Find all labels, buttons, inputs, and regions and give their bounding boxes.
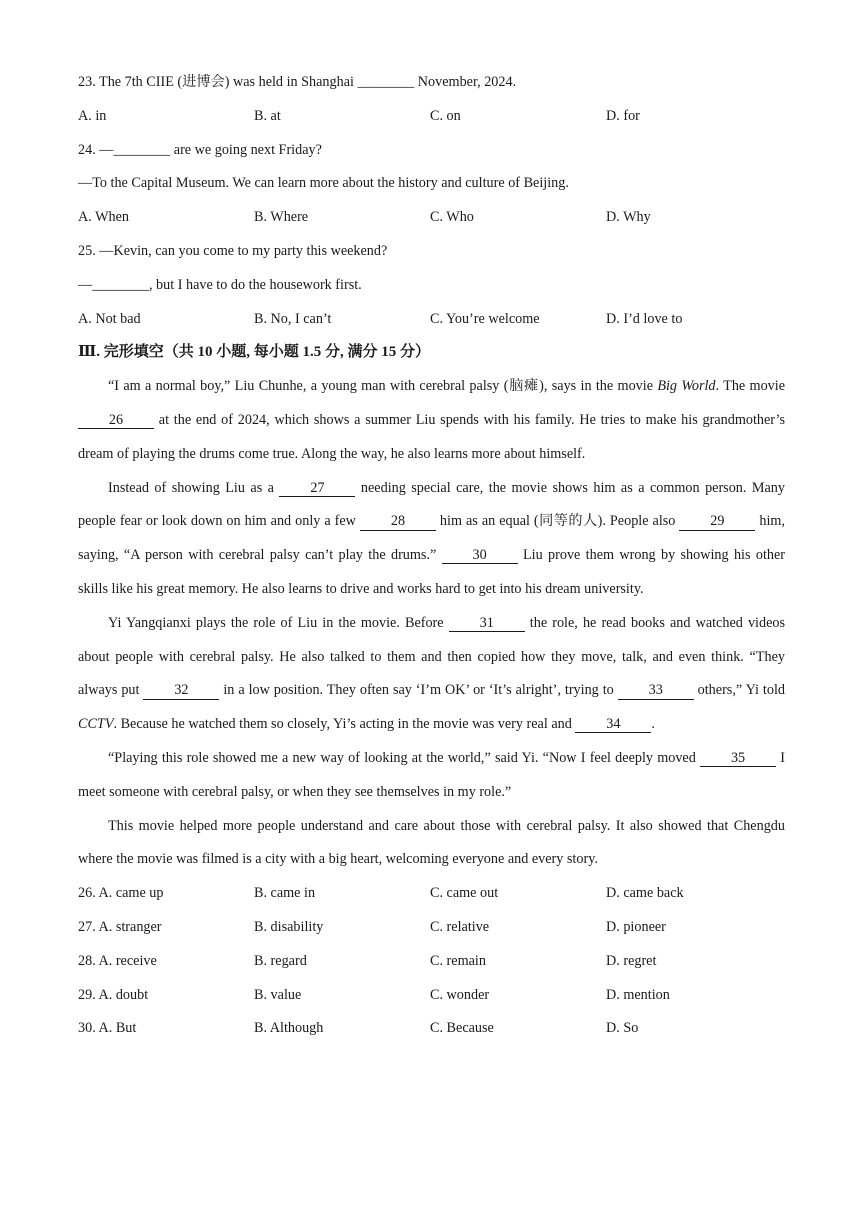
option-b: B. Where	[254, 209, 309, 226]
exam-page	[78, 66, 785, 1046]
text: Instead of showing Liu as a	[108, 479, 280, 496]
movie-title: Big World	[657, 378, 716, 395]
blank-number: 35	[730, 749, 746, 766]
text: Liu prove them wrong by showing his other skills like his great memory. He also learns to drive and works hard to get into his dream university.	[78, 547, 786, 597]
question-24-reply: —To the Capital Museum. We can learn more about the history and culture of Beijing.	[78, 175, 569, 192]
blank-number: 27	[310, 479, 325, 496]
text: in a low position. They often say ‘I’m OK’ or ‘It’s alright’, trying to	[219, 682, 618, 699]
blank-35	[700, 750, 776, 767]
option-c: C. remain	[430, 952, 486, 969]
option-b: B. Although	[254, 1020, 324, 1037]
blank-number: 32	[174, 682, 189, 699]
option-b: B. disability	[254, 918, 324, 935]
question-25-stem: 25. —Kevin, can you come to my party this weekend?	[78, 242, 388, 259]
text: I meet someone with cerebral palsy, or when they see themselves in my role.”	[78, 749, 785, 800]
text: him, saying, “A person with cerebral palsy can’t play the drums.”	[78, 513, 786, 564]
blank-26	[78, 412, 154, 429]
blank-33	[618, 682, 694, 699]
option-d: D. regret	[606, 952, 657, 969]
blank-number: 33	[648, 682, 663, 699]
option-b: B. regard	[254, 952, 307, 969]
option-d: D. Why	[606, 209, 651, 226]
text: . The movie	[715, 378, 785, 395]
option-a: 26. A. came up	[78, 885, 164, 902]
blank-number: 29	[710, 513, 725, 530]
text: “I am a normal boy,” Liu Chunhe, a young man with cerebral palsy (脑瘫), says in the movie	[108, 378, 658, 395]
blank-30	[442, 547, 518, 564]
option-d: D. for	[606, 107, 640, 124]
option-a: 27. A. stranger	[78, 918, 162, 935]
text: at the end of 2024, which shows a summer Liu spends with his family. He tries to make his grandmother’s dream of playing the drums come true. Along the way, he also learns more about himself.	[78, 411, 785, 462]
cloze-options-29	[78, 979, 785, 1013]
option-d: D. So	[606, 1020, 639, 1037]
blank-number: 34	[606, 716, 621, 733]
passage-paragraph-2	[78, 472, 785, 607]
option-d: D. I’d love to	[606, 310, 683, 327]
text: This movie helped more people understand and care about those with cerebral palsy. It also showed that Chengdu where the movie was filmed is a city with a big heart, welcoming everyone and every story.	[78, 817, 785, 868]
blank-34	[575, 716, 651, 733]
blank-28	[360, 513, 436, 530]
blank-32	[143, 682, 219, 699]
blank-number: 26	[108, 411, 124, 428]
blank-31	[449, 615, 525, 632]
cloze-options-30	[78, 1012, 785, 1046]
question-24-stem: 24. —________ are we going next Friday?	[78, 141, 322, 158]
option-c: C. relative	[430, 918, 490, 935]
blank-number: 30	[472, 547, 487, 564]
text: “Playing this role showed me a new way of looking at the world,” said Yi. “Now I feel deeply moved	[108, 749, 701, 766]
blank-27	[279, 480, 355, 497]
blank-number: 31	[479, 614, 494, 631]
cloze-options-27	[78, 911, 785, 945]
option-a: A. When	[78, 209, 129, 226]
question-24-options	[78, 201, 785, 235]
passage-paragraph-5	[78, 810, 785, 878]
option-d: D. came back	[606, 885, 684, 902]
section-heading: Ⅲ. 完形填空（共 10 小题, 每小题 1.5 分, 满分 15 分）	[78, 344, 431, 361]
text: the role, he read books and watched videos about people with cerebral palsy. He also talked to them and then copied how they move, talk, and even think. “They always put	[78, 614, 785, 699]
text: him as an equal (同等的人). People also	[435, 513, 680, 530]
blank-29	[679, 513, 755, 530]
text: .	[651, 716, 655, 733]
option-c: C. You’re welcome	[430, 310, 540, 327]
passage-paragraph-3	[78, 607, 785, 742]
option-d: D. mention	[606, 986, 670, 1003]
option-c: C. came out	[430, 885, 499, 902]
question-23-stem: 23. The 7th CIIE (进博会) was held in Shanghai ________ November, 2024.	[78, 74, 517, 90]
passage-paragraph-4	[78, 742, 785, 810]
option-c: C. wonder	[430, 986, 490, 1003]
blank-number: 28	[390, 513, 406, 530]
option-b: B. at	[254, 107, 281, 124]
question-25-reply: —________, but I have to do the housework first.	[78, 276, 362, 293]
source-name: CCTV	[78, 716, 114, 733]
text: . Because he watched them so closely, Yi’s acting in the movie was very real and	[113, 716, 576, 733]
question-23-options	[78, 100, 785, 134]
option-a: 29. A. doubt	[78, 986, 149, 1003]
text: others,” Yi told	[693, 682, 785, 699]
passage-paragraph-1	[78, 370, 785, 471]
option-b: B. value	[254, 986, 302, 1003]
text: needing special care, the movie shows him as a common person. Many people fear or look down on him and only a few	[78, 479, 785, 530]
cloze-options-26	[78, 877, 785, 911]
text: Yi Yangqianxi plays the role of Liu in the movie. Before	[108, 614, 449, 631]
option-b: B. No, I can’t	[254, 310, 332, 327]
option-a: A. Not bad	[78, 310, 141, 327]
option-a: 30. A. But	[78, 1020, 137, 1037]
question-25-options	[78, 303, 785, 337]
option-a: 28. A. receive	[78, 952, 157, 969]
option-d: D. pioneer	[606, 918, 666, 935]
option-b: B. came in	[254, 885, 316, 902]
option-c: C. Because	[430, 1020, 494, 1037]
option-c: C. Who	[430, 209, 474, 226]
option-c: C. on	[430, 107, 461, 124]
cloze-options-28	[78, 945, 785, 979]
option-a: A. in	[78, 107, 107, 124]
